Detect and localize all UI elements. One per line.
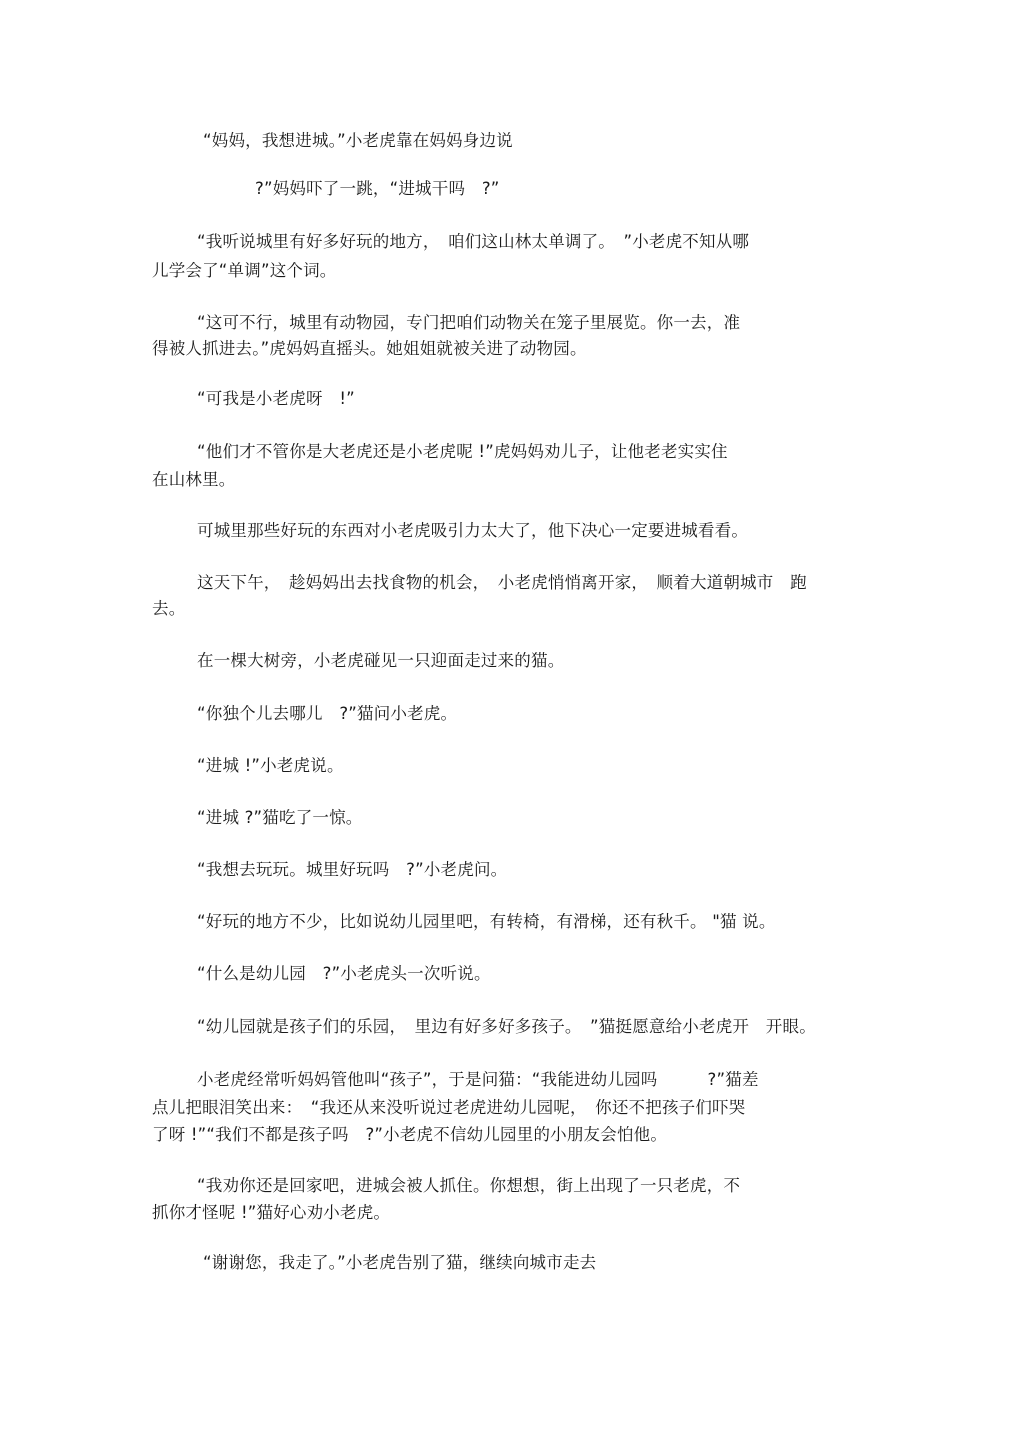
text-line: 可城里那些好玩的东西对小老虎吸引力太大了，他下决心一定要进城看看。 (197, 521, 749, 540)
text-line: 小老虎经常听妈妈管他叫“孩子”，于是问猫：“我能进幼儿园吗 ?”猫差 (197, 1070, 759, 1089)
text-line: 在山林里。 (152, 470, 236, 489)
text-line: “妈妈，我想进城。”小老虎靠在妈妈身边说 (203, 131, 513, 150)
text-line: “幼儿园就是孩子们的乐园， 里边有好多好多孩子。 ”猫挺愿意给小老虎开 开眼。 (197, 1017, 816, 1036)
text-line: “可我是小老虎呀 !” (197, 389, 355, 408)
text-line: 得被人抓进去。”虎妈妈直摇头。她姐姐就被关进了动物园。 (152, 339, 587, 358)
text-line: 儿学会了“单调”这个词。 (152, 261, 337, 280)
text-line: “他们才不管你是大老虎还是小老虎呢 !”虎妈妈劝儿子，让他老老实实住 (197, 442, 728, 461)
text-line: “我劝你还是回家吧，进城会被人抓住。你想想，街上出现了一只老虎，不 (197, 1176, 741, 1195)
text-line: ?”妈妈吓了一跳，“进城干吗 ?” (255, 179, 500, 198)
text-line: 这天下午， 趁妈妈出去找食物的机会， 小老虎悄悄离开家， 顺着大道朝城市 跑 (197, 573, 807, 592)
text-line: 点儿把眼泪笑出来： “我还从来没听说过老虎进幼儿园呢， 你还不把孩子们吓哭 (152, 1098, 746, 1117)
text-line: “什么是幼儿园 ?”小老虎头一次听说。 (197, 964, 491, 983)
text-line: “进城 ?”猫吃了一惊。 (197, 808, 363, 827)
text-line: 在一棵大树旁，小老虎碰见一只迎面走过来的猫。 (197, 651, 565, 670)
text-line: 去。 (152, 599, 186, 618)
text-line: 抓你才怪呢 !”猫好心劝小老虎。 (152, 1203, 391, 1222)
text-line: “这可不行，城里有动物园，专门把咱们动物关在笼子里展览。你一去，准 (197, 313, 741, 332)
text-line: “我听说城里有好多好玩的地方， 咱们这山林太单调了。 ”小老虎不知从哪 (197, 232, 750, 251)
text-line: “谢谢您，我走了。”小老虎告别了猫，继续向城市走去 (203, 1253, 597, 1272)
text-line: “我想去玩玩。城里好玩吗 ?”小老虎问。 (197, 860, 508, 879)
text-line: “好玩的地方不少，比如说幼儿园里吧，有转椅，有滑梯，还有秋千。 "猫 说。 (197, 912, 776, 931)
text-line: “你独个儿去哪儿 ?”猫问小老虎。 (197, 704, 458, 723)
text-line: “进城 !”小老虎说。 (197, 756, 344, 775)
text-line: 了呀 !”“我们不都是孩子吗 ?”小老虎不信幼儿园里的小朋友会怕他。 (152, 1125, 668, 1144)
